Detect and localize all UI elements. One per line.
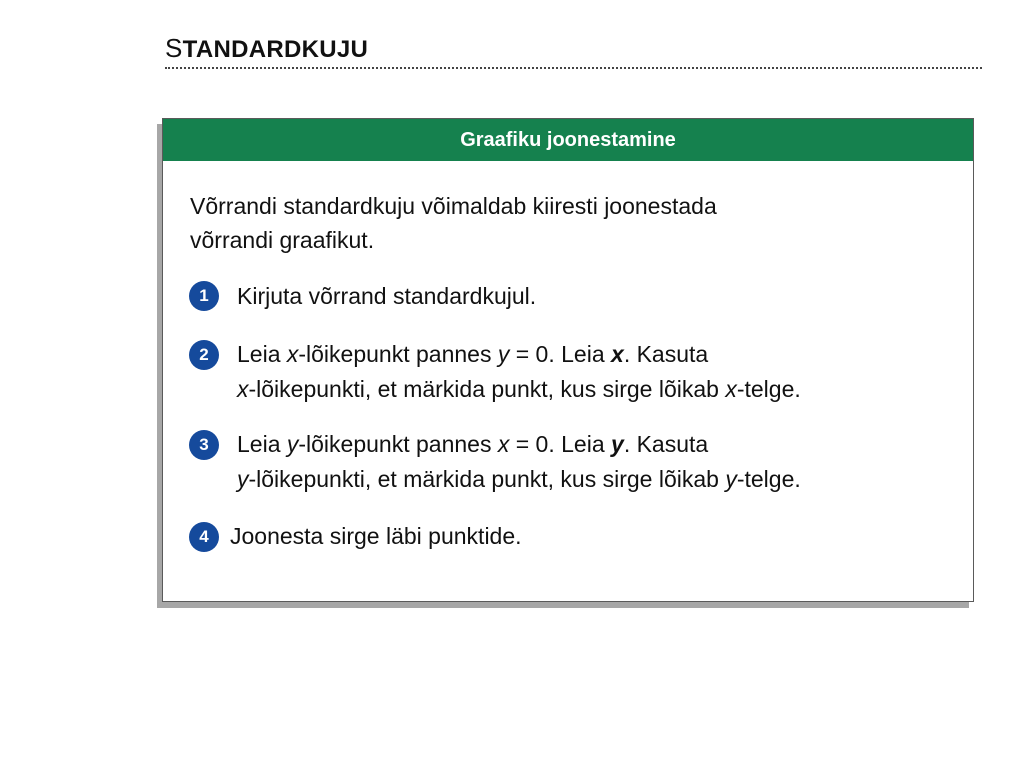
var-y-bold: y — [611, 431, 624, 457]
step-text-line — [237, 279, 536, 314]
panel-header: Graafiku joonestamine — [163, 119, 973, 161]
var-y: y — [725, 466, 737, 492]
var-y: y — [286, 431, 299, 457]
page-title — [165, 33, 368, 65]
var-x: x — [497, 431, 510, 457]
step-text: = 0. Leia — [509, 341, 612, 367]
step-text: Joonesta sirge läbi punktide. — [230, 523, 522, 549]
page-title-rest: TANDARDKUJU — [182, 36, 369, 63]
page-title-initial: S — [165, 33, 183, 63]
step-text: -lõikepunkti, et märkida punkt, kus sirge lõikab — [248, 376, 726, 402]
var-x: x — [725, 376, 737, 402]
step-number-badge: 2 — [189, 340, 219, 370]
step-number-badge: 4 — [189, 522, 219, 552]
var-x-bold: x — [611, 341, 624, 367]
step-text: Leia — [237, 341, 287, 367]
step-text: Leia — [237, 431, 287, 457]
step-text: . Kasuta — [623, 341, 709, 367]
step-text-line — [237, 372, 801, 407]
intro-line-2: võrrandi graafikut. — [190, 227, 375, 253]
step-text-line — [230, 519, 522, 554]
step-text: . Kasuta — [623, 431, 709, 457]
step-text: = 0. Leia — [509, 431, 612, 457]
title-divider — [165, 67, 982, 69]
step-text-line — [237, 462, 801, 497]
var-x: x — [286, 341, 299, 367]
step-text: -telge. — [736, 376, 801, 402]
step-text: -lõikepunkt pannes — [298, 341, 498, 367]
step-number-badge: 1 — [189, 281, 219, 311]
step-text: -lõikepunkti, et märkida punkt, kus sirge lõikab — [248, 466, 726, 492]
intro-line-1: Võrrandi standardkuju võimaldab kiiresti joonestada — [190, 193, 717, 219]
info-panel — [162, 118, 974, 602]
step-number-badge: 3 — [189, 430, 219, 460]
var-y: y — [237, 466, 249, 492]
step-text: Kirjuta võrrand standardkujul. — [237, 283, 537, 309]
step-text-line — [237, 337, 708, 372]
step-text: -telge. — [736, 466, 801, 492]
var-y: y — [497, 341, 510, 367]
intro-text — [190, 189, 910, 257]
step-text: -lõikepunkt pannes — [298, 431, 498, 457]
step-text-line — [237, 427, 708, 462]
var-x: x — [237, 376, 249, 402]
